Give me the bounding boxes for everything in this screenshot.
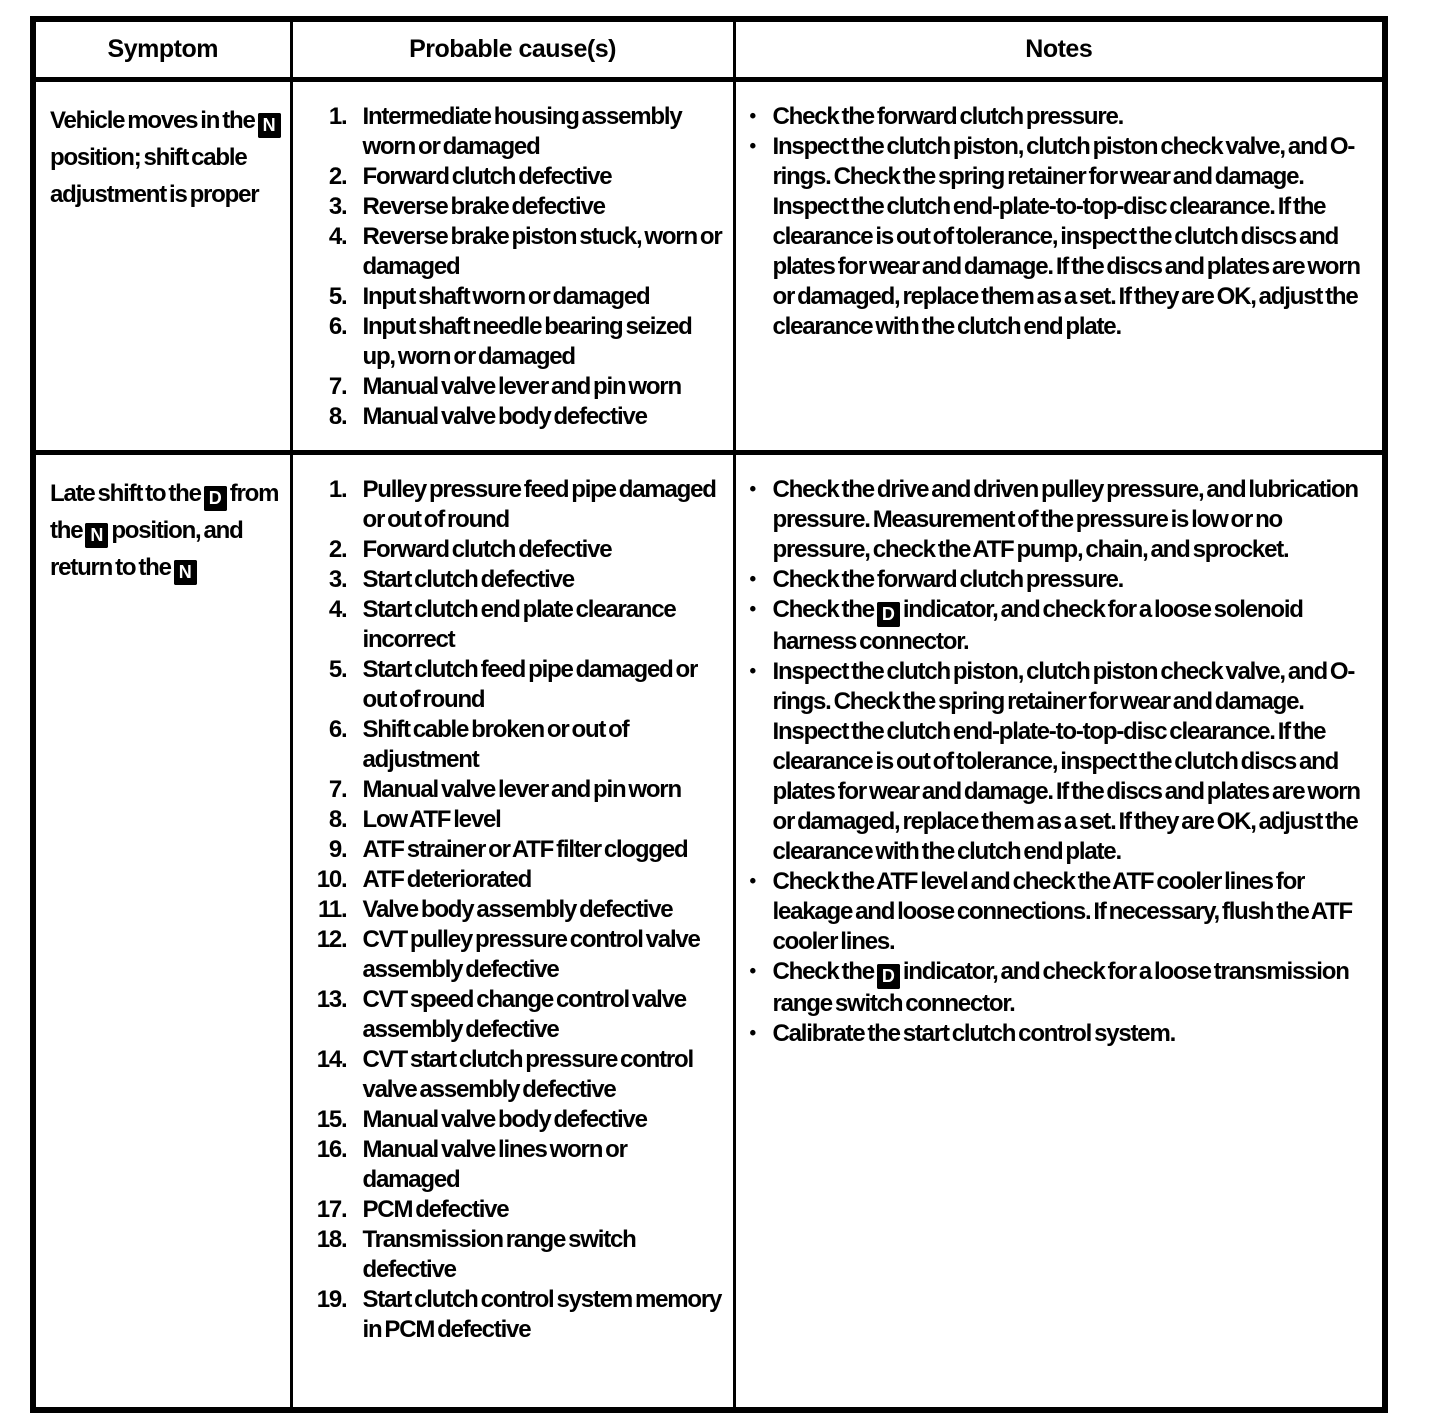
cause-number: 17. — [316, 1195, 347, 1223]
cause-item — [293, 475, 733, 535]
note-item — [736, 475, 1383, 565]
position-indicator-N: N — [85, 523, 108, 548]
cause-number: 1. — [328, 475, 347, 503]
note-text: Check the drive and driven pulley pressure, and lubrication pressure. Measurement of the pressure is low or no pressure, check the ATF pump, chain, and sprocket. — [772, 475, 1358, 563]
notes-list — [736, 102, 1383, 342]
cause-number: 5. — [328, 655, 347, 683]
notes-list — [736, 475, 1383, 1049]
cause-text: Manual valve lever and pin worn — [362, 775, 681, 803]
position-indicator-N: N — [174, 560, 197, 585]
cause-text: Manual valve body defective — [362, 402, 647, 430]
table-row — [33, 452, 1385, 1410]
cause-text: Manual valve lines worn or damaged — [362, 1135, 627, 1193]
cause-text: Manual valve body defective — [362, 1105, 647, 1133]
cause-item — [293, 1285, 733, 1345]
cause-number: 3. — [328, 565, 347, 593]
cause-text: Input shaft worn or damaged — [362, 282, 650, 310]
note-text: Check the ATF level and check the ATF cooler lines for leakage and loose connections. If necessary, flush the ATF cooler lines. — [772, 867, 1352, 955]
note-text: Inspect the clutch piston, clutch piston check valve, and O-rings. Check the spring retainer for wear and damage. Inspect the clutch end-plate-to-top-disc clearance. If the clearance is out of tolerance, inspect the clutch discs and plates for wear and damage. If the discs and plates are worn or damaged, replace them as a set. If they are OK, adjust the clearance with the clutch end plate. — [772, 132, 1360, 340]
note-text: Calibrate the start clutch control system. — [772, 1019, 1176, 1047]
cause-item — [293, 805, 733, 835]
cause-text: Forward clutch defective — [362, 535, 612, 563]
position-indicator-N: N — [258, 113, 281, 138]
cause-number: 16. — [316, 1135, 347, 1163]
cause-item — [293, 895, 733, 925]
bullet-icon: • — [749, 960, 755, 982]
cause-number: 2. — [328, 535, 347, 563]
cause-text: Reverse brake piston stuck, worn or damaged — [362, 222, 722, 280]
position-indicator-D: D — [877, 964, 900, 989]
cause-item — [293, 162, 733, 192]
cause-number: 5. — [328, 282, 347, 310]
cause-text: Input shaft needle bearing seized up, worn or damaged — [362, 312, 692, 370]
cause-text: Shift cable broken or out of adjustment — [362, 715, 629, 773]
cause-number: 14. — [316, 1045, 347, 1073]
cause-item — [293, 282, 733, 312]
cause-item — [293, 715, 733, 775]
cause-item — [293, 222, 733, 282]
troubleshooting-table — [30, 16, 1388, 1413]
cause-item — [293, 865, 733, 895]
note-item — [736, 867, 1383, 957]
header-probable-causes: Probable cause(s) — [291, 19, 734, 79]
cause-text: PCM defective — [362, 1195, 509, 1223]
cause-item — [293, 1045, 733, 1105]
cause-text: CVT start clutch pressure control valve assembly defective — [362, 1045, 693, 1103]
cause-text: ATF deteriorated — [362, 865, 532, 893]
cause-text: CVT speed change control valve assembly defective — [362, 985, 686, 1043]
note-item — [736, 102, 1383, 132]
cause-item — [293, 1105, 733, 1135]
cause-item — [293, 1135, 733, 1195]
note-text: Check the D indicator, and check for a loose solenoid harness connector. — [772, 595, 1303, 655]
note-item — [736, 657, 1383, 867]
cause-text: Valve body assembly defective — [362, 895, 673, 923]
note-item — [736, 565, 1383, 595]
causes-cell — [291, 79, 734, 452]
cause-item — [293, 402, 733, 432]
cause-item — [293, 985, 733, 1045]
cause-number: 7. — [328, 775, 347, 803]
cause-text: Low ATF level — [362, 805, 501, 833]
note-item — [736, 957, 1383, 1019]
cause-item — [293, 372, 733, 402]
header-symptom: Symptom — [33, 19, 291, 79]
cause-text: Forward clutch defective — [362, 162, 612, 190]
cause-item — [293, 1195, 733, 1225]
notes-cell — [734, 452, 1385, 1410]
cause-number: 6. — [328, 312, 347, 340]
cause-number: 3. — [328, 192, 347, 220]
cause-text: Manual valve lever and pin worn — [362, 372, 681, 400]
cause-number: 7. — [328, 372, 347, 400]
note-item — [736, 595, 1383, 657]
cause-number: 8. — [328, 402, 347, 430]
cause-item — [293, 775, 733, 805]
cause-number: 12. — [316, 925, 347, 953]
cause-text: Start clutch end plate clearance incorrect — [362, 595, 676, 653]
cause-text: Intermediate housing assembly worn or damaged — [362, 102, 682, 160]
bullet-icon: • — [749, 105, 755, 127]
cause-number: 6. — [328, 715, 347, 743]
cause-number: 13. — [316, 985, 347, 1013]
header-row — [33, 19, 1385, 79]
table-row — [33, 79, 1385, 452]
cause-item — [293, 835, 733, 865]
causes-cell — [291, 452, 734, 1410]
bullet-icon: • — [749, 870, 755, 892]
cause-text: Start clutch defective — [362, 565, 574, 593]
cause-number: 11. — [318, 895, 347, 923]
note-text: Inspect the clutch piston, clutch piston check valve, and O-rings. Check the spring retainer for wear and damage. Inspect the clutch end-plate-to-top-disc clearance. If the clearance is out of tolerance, inspect the clutch discs and plates for wear and damage. If the discs and plates are worn or damaged, replace them as a set. If they are OK, adjust the clearance with the clutch end plate. — [772, 657, 1360, 865]
cause-item — [293, 192, 733, 222]
cause-item — [293, 102, 733, 162]
cause-item — [293, 595, 733, 655]
symptom-cell: Late shift to the D from the N position, and return to the N — [33, 452, 291, 1410]
cause-number: 4. — [328, 595, 347, 623]
cause-number: 9. — [328, 835, 347, 863]
cause-item — [293, 925, 733, 985]
cause-item — [293, 535, 733, 565]
cause-number: 18. — [316, 1225, 347, 1253]
cause-text: Start clutch feed pipe damaged or out of round — [362, 655, 698, 713]
symptom-cell: Vehicle moves in the N position; shift cable adjustment is proper — [33, 79, 291, 452]
bullet-icon: • — [749, 135, 755, 157]
position-indicator-D: D — [877, 602, 900, 627]
cause-item — [293, 312, 733, 372]
cause-number: 1. — [328, 102, 347, 130]
bullet-icon: • — [749, 1022, 755, 1044]
note-item — [736, 132, 1383, 342]
cause-number: 15. — [316, 1105, 347, 1133]
cause-text: ATF strainer or ATF filter clogged — [362, 835, 688, 863]
cause-text: Reverse brake defective — [362, 192, 605, 220]
bullet-icon: • — [749, 478, 755, 500]
notes-cell — [734, 79, 1385, 452]
causes-list — [293, 475, 733, 1345]
note-item — [736, 1019, 1383, 1049]
cause-number: 2. — [328, 162, 347, 190]
cause-item — [293, 1225, 733, 1285]
cause-item — [293, 655, 733, 715]
cause-number: 19. — [316, 1285, 347, 1313]
cause-text: Transmission range switch defective — [362, 1225, 636, 1283]
cause-number: 4. — [328, 222, 347, 250]
cause-item — [293, 565, 733, 595]
cause-text: CVT pulley pressure control valve assembly defective — [362, 925, 700, 983]
bullet-icon: • — [749, 660, 755, 682]
bullet-icon: • — [749, 598, 755, 620]
causes-list — [293, 102, 733, 432]
bullet-icon: • — [749, 568, 755, 590]
note-text: Check the forward clutch pressure. — [772, 565, 1124, 593]
note-text: Check the D indicator, and check for a loose transmission range switch connector. — [772, 957, 1349, 1017]
position-indicator-D: D — [204, 486, 227, 511]
cause-text: Pulley pressure feed pipe damaged or out of round — [362, 475, 716, 533]
cause-text: Start clutch control system memory in PCM defective — [362, 1285, 722, 1343]
note-text: Check the forward clutch pressure. — [772, 102, 1124, 130]
header-notes: Notes — [734, 19, 1385, 79]
cause-number: 8. — [328, 805, 347, 833]
cause-number: 10. — [316, 865, 347, 893]
